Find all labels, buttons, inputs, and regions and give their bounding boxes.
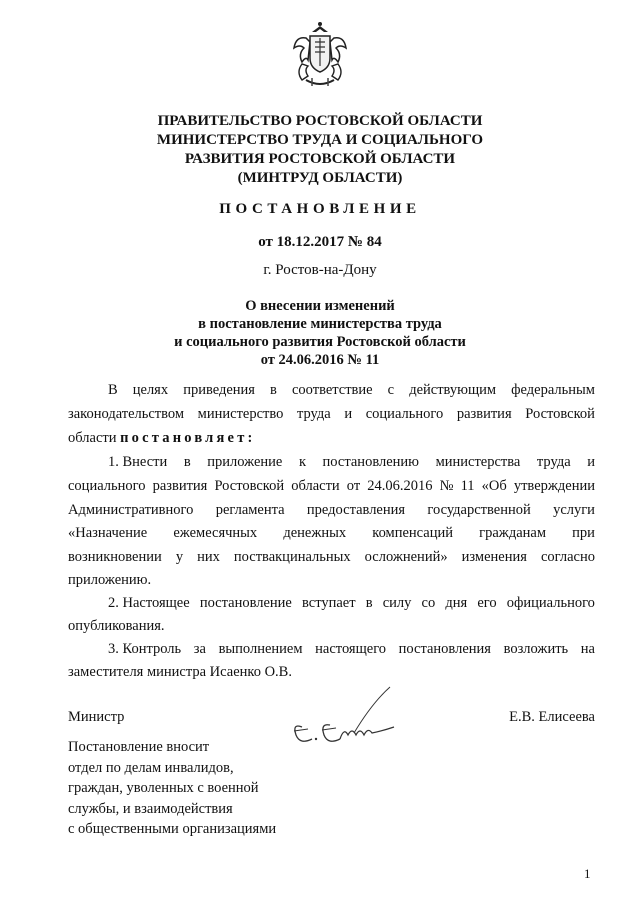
header-line: РАЗВИТИЯ РОСТОВСКОЙ ОБЛАСТИ — [184, 151, 456, 167]
subject-line: в постановление министерства труда — [198, 316, 442, 332]
body-word: вступает — [302, 595, 356, 611]
body-word: при — [572, 525, 595, 541]
body-word: Ростовской — [214, 478, 285, 494]
header-line: МИНИСТЕРСТВО ТРУДА И СОЦИАЛЬНОГО — [156, 132, 484, 148]
header-line: ПРАВИТЕЛЬСТВО РОСТОВСКОЙ ОБЛАСТИ — [157, 113, 483, 129]
body-word: предоставления — [306, 502, 406, 518]
body-word: 3. Контроль — [108, 641, 182, 657]
body-line — [108, 639, 595, 659]
body-word: силу — [382, 595, 412, 611]
body-word: услуги — [553, 502, 595, 518]
body-line — [68, 476, 595, 496]
body-word: действующим — [409, 382, 497, 398]
body-line: приложению. — [68, 572, 152, 588]
body-word: компенсаций — [372, 525, 454, 541]
header-line: (МИНТРУД ОБЛАСТИ) — [237, 170, 403, 186]
body-word: ежемесячных — [173, 525, 258, 541]
body-word: возложить — [503, 641, 569, 657]
body-line — [108, 380, 595, 400]
body-word: приведения — [183, 382, 255, 398]
body-word: и — [587, 454, 595, 470]
issuer-header — [100, 112, 540, 188]
body-word: за — [193, 641, 206, 657]
body-word: целях — [132, 382, 169, 398]
body-word: настоящего — [315, 641, 387, 657]
body-word: них — [197, 549, 220, 565]
body-word: со — [421, 595, 436, 611]
body-word: труда — [296, 406, 331, 422]
body-word: и — [344, 406, 353, 422]
body-word: министерства — [435, 454, 521, 470]
body-line — [68, 547, 595, 567]
subject-line: и социального развития Ростовской области — [174, 334, 466, 350]
body-line — [68, 404, 595, 424]
body-word: в — [183, 454, 191, 470]
body-word: у — [175, 549, 184, 565]
executor-line: отдел по делам инвалидов, — [68, 759, 234, 776]
body-word: его — [477, 595, 497, 611]
signatory-position: Министр — [68, 709, 125, 725]
body-text: области — [68, 430, 117, 446]
body-word: денежных — [283, 525, 347, 541]
body-word: возникновении — [68, 549, 162, 565]
body-word: государственной — [427, 502, 531, 518]
body-word: развития — [456, 406, 512, 422]
body-word: осложнений» — [364, 549, 448, 565]
body-word: поствакцинальных — [233, 549, 351, 565]
executor-line: Постановление вносит — [68, 739, 210, 755]
body-word: министерство — [197, 406, 284, 422]
body-word: в — [270, 382, 277, 398]
body-word: Ростовской — [525, 406, 595, 422]
body-word: 1. Внести — [108, 454, 168, 470]
body-line — [68, 500, 595, 520]
executor-line: службы, и взаимодействия — [68, 800, 233, 817]
coat-of-arms-emblem — [288, 20, 352, 90]
subject-line: от 24.06.2016 № 11 — [260, 352, 380, 368]
signatory-name: Е.В. Елисеева — [509, 709, 595, 725]
body-word: утверждении — [513, 478, 595, 494]
handwritten-signature — [282, 683, 412, 753]
body-word: 11 — [460, 478, 475, 494]
body-word: социального — [68, 478, 146, 494]
body-word: труда — [536, 454, 571, 470]
body-line: опубликования. — [68, 618, 165, 634]
body-word: дня — [445, 595, 468, 611]
body-word: с — [387, 382, 395, 398]
subject-line: О внесении изменений — [245, 298, 395, 314]
body-line — [108, 593, 595, 613]
body-word: выполнением — [218, 641, 303, 657]
body-word: постановлению — [322, 454, 419, 470]
document-subject — [100, 297, 540, 369]
body-word: на — [580, 641, 595, 657]
operative-word: постановляет: — [120, 430, 256, 446]
body-word: области — [291, 478, 340, 494]
body-word: В — [108, 382, 118, 398]
body-word: изменения — [461, 549, 527, 565]
body-word: № — [439, 478, 454, 494]
body-word: от — [346, 478, 361, 494]
body-word: 24.06.2016 — [367, 478, 433, 494]
body-line — [108, 452, 595, 472]
body-word: соответствие — [291, 382, 373, 398]
body-word: законодательством — [68, 406, 185, 422]
body-word: регламента — [215, 502, 285, 518]
body-word: согласно — [540, 549, 595, 565]
body-word: постановления — [398, 641, 491, 657]
body-word: социального — [365, 406, 444, 422]
body-word: приложение — [207, 454, 283, 470]
body-word: Административного — [68, 502, 194, 518]
body-word: 2. Настоящее — [108, 595, 190, 611]
body-word: «Об — [481, 478, 507, 494]
executor-line: с общественными организациями — [68, 821, 277, 837]
document-city: г. Ростов-на-Дону — [263, 262, 377, 278]
body-word: официального — [506, 595, 595, 611]
body-line — [68, 428, 256, 448]
body-line: заместителя министра Исаенко О.В. — [68, 664, 292, 680]
body-word: постановление — [199, 595, 292, 611]
body-word: развития — [152, 478, 208, 494]
body-word: к — [298, 454, 306, 470]
body-word: в — [365, 595, 373, 611]
body-word: федеральным — [511, 382, 595, 398]
body-word: «Назначение — [68, 525, 148, 541]
executor-block — [68, 737, 276, 840]
page-number: 1 — [584, 866, 591, 881]
body-line — [68, 523, 595, 543]
executor-line: граждан, уволенных с военной — [68, 780, 259, 796]
body-word: гражданам — [479, 525, 547, 541]
document-type-title: ПОСТАНОВЛЕНИЕ — [219, 201, 421, 217]
document-number-date: от 18.12.2017 № 84 — [258, 234, 382, 250]
